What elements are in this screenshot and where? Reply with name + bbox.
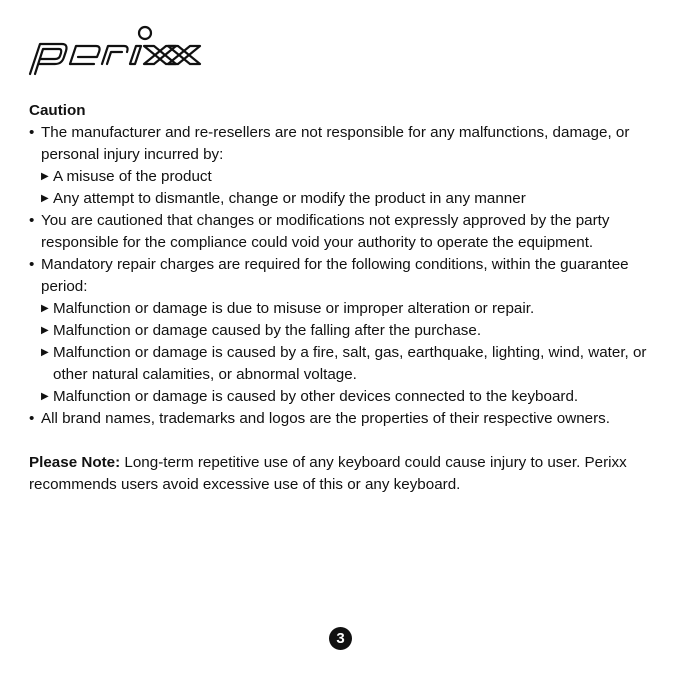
caution-subitem-text: Malfunction or damage caused by the falling after the purchase. — [53, 322, 482, 339]
caution-subitem — [29, 166, 659, 188]
caution-item-3 — [29, 254, 659, 298]
perixx-logo — [26, 24, 202, 78]
caution-subitem — [29, 320, 659, 342]
triangle-right-icon: ▶ — [41, 391, 49, 402]
bullet-icon: • — [29, 124, 35, 141]
caution-item-2 — [29, 210, 659, 254]
bullet-icon: • — [29, 256, 35, 273]
caution-item-text: The manufacturer and re-resellers are not responsible for any malfunctions, damage, or personal injury incurred by: — [41, 124, 630, 163]
caution-subitem-text: Any attempt to dismantle, change or modify the product in any manner — [53, 190, 526, 207]
triangle-right-icon: ▶ — [41, 193, 49, 204]
caution-subitem — [29, 188, 659, 210]
caution-subitem — [29, 386, 659, 408]
caution-item-4 — [29, 408, 659, 430]
caution-item-text: You are cautioned that changes or modifications not expressly approved by the party responsible for the compliance could void your authority to operate the equipment. — [41, 212, 610, 251]
caution-subitem — [29, 298, 659, 320]
caution-subitem — [29, 342, 659, 386]
page-number: 3 — [329, 627, 352, 650]
caution-item-1 — [29, 122, 659, 166]
bullet-icon: • — [29, 212, 35, 229]
caution-item-text: All brand names, trademarks and logos are the properties of their respective owners. — [41, 410, 610, 427]
triangle-right-icon: ▶ — [41, 325, 49, 336]
triangle-right-icon: ▶ — [41, 303, 49, 314]
caution-subitem-text: Malfunction or damage is caused by a fire, salt, gas, earthquake, lighting, wind, water, or other natural calamities, or abnormal voltage. — [53, 344, 647, 383]
please-note — [29, 452, 659, 496]
caution-subitem-text: A misuse of the product — [53, 168, 212, 185]
triangle-right-icon: ▶ — [41, 171, 49, 182]
caution-heading: Caution — [29, 102, 86, 119]
caution-subitem-text: Malfunction or damage is due to misuse or improper alteration or repair. — [53, 300, 535, 317]
note-label: Please Note: — [29, 454, 121, 471]
caution-subitem-text: Malfunction or damage is caused by other devices connected to the keyboard. — [53, 388, 579, 405]
caution-section — [29, 100, 659, 496]
triangle-right-icon: ▶ — [41, 347, 49, 358]
bullet-icon: • — [29, 410, 35, 427]
note-text: Long-term repetitive use of any keyboard could cause injury to user. Perixx recommends users avoid excessive use of this or any keyboard. — [29, 454, 627, 493]
caution-item-text: Mandatory repair charges are required for the following conditions, within the guarantee period: — [41, 256, 629, 295]
